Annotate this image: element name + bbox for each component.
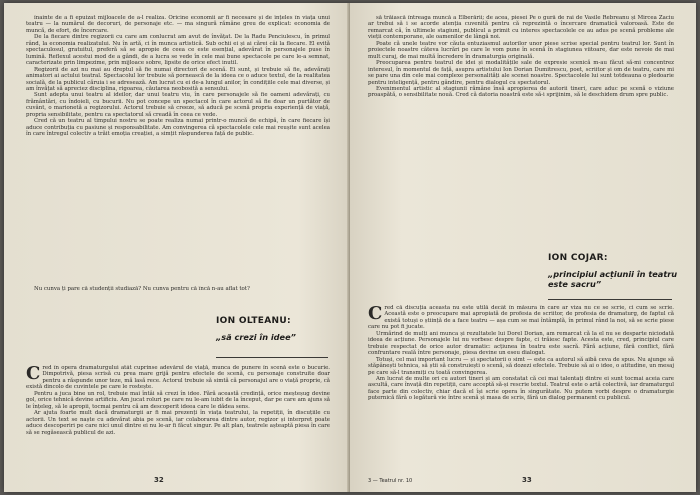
drop-cap: C [26,365,41,384]
paragraph: Ar ajuta foarte mult dacă dramaturgii ar fi mai prezenți în viața teatrului, la repetiții, în discuțiile cu actorii. Un text se naște cu adevărat abia pe scenă, iar colaborarea dintre autor, regizor și interpret poate aduce descoperiri pe care nici unul dintre ei nu le-ar fi făcut singur. Pe alt plan, teatrele așteaptă piesa în care să se regăsească publicul de azi. [26,410,330,436]
ion-olteanu-heading [216,316,334,342]
paragraph: înainte de a fi epuizat mijloacele de a-l realiza. Oricine economii ar fi necesare și de înțeles în viața unui teatru — la numărul de decoruri, de personaje etc. — ma singură rămâne greu de explicat: economia de muncă, de efort, de încercare. [26,15,330,34]
ion-cojar-heading [548,253,678,289]
question-text: Nu cunva ți pare că studenții studiază? Nu cunva pentru că încă n-au aflat tot? [34,286,250,292]
paragraph: Evenimentul artistic al stagiunii rămâne însă apropierea de autorii tineri, care aduc pe scenă o viziune proaspătă, o sensibilitate nouă. Cred că datoria noastră este să-i sprijinim, să le deschidem drum spre public. [368,85,674,99]
magazine-spread [4,3,696,492]
paragraph: Am lucrat de multe ori cu autori tineri și am constatat că cei mai talentați dintre ei sunt tocmai aceia care ascultă, care învață din repetiții, care acceptă să-și rescrie textul. Teatrul este o artă colectivă, iar dramaturgul face parte din colectiv, chiar dacă el își scrie opera în singurătate. Nu putem vorbi despre o dramaturgie puternică fără o legătură vie între scenă și masa de scris, fără un dialog permanent cu publicul. [368,375,674,402]
author-name: ION OLTEANU: [216,316,291,326]
author-quote: „să crezi în idee” [216,332,296,342]
page-number-left: 32 [154,476,164,484]
paragraph: Poate că unele teatre vor căuta entuziasmul autorilor unor piese scrise special pentru teatrul lor. Sunt în proiectele noastre câteva lucrări pe care le vom pune în scenă în stagiunea viitoare, dar este nevoie de mai mult curaj, de mai multă încredere în dramaturgia originală. [368,40,674,60]
author-name: ION COJAR: [548,253,608,263]
paragraph: Sunt adepta unui teatru al ideilor, dar unui teatru viu, în care personajele să fie oameni adevărați, cu frământări, cu îndoieli, cu bucurii. Nu pot concepe un spectacol în care actorul să fie doar un purtător de cuvânt, o marionetă a regizorului. Actorul trebuie să creeze, să aducă pe scenă propria experiență de viață, propria sensibilitate, pentru ca spectatorul să creadă în ceea ce vede. [26,92,330,118]
right-column-bottom [368,305,674,467]
paragraph: Pentru a juca bine un rol, trebuie mai întâi să crezi în idee. Fără această credință, orice meșteșug devine gol, orice tehnică devine artificiu. Am jucat roluri pe care nu le-am iubit de la început, dar pe care am ajuns să le înțeleg, să le apropii, tocmai pentru că am descoperit ideea care le dădea sens. [26,390,330,410]
paragraph: De la fiecare dintre regizorii cu care am conlucrat am avut de învățat. De la Radu Penciulescu, în primul rând, la economia realizatului. Nu în artă, ci în munca artistică. Sub ochii ei și ai cărei căi la flecare. El evită spectaculosul, gratuitul, preferă să se apropie de ceea ce este esențial, adevărat în personajele puse în lumină. Reflexul acestui mod de a gândi, de a lucra se vede în cele mai bune spectacole pe care le-a semnat, caracterizate prin limpezime, prin mijloace sobre, lipsite de orice efect inutil. [26,34,330,67]
page-footer: 3 — Teatrul nr. 10 [368,478,413,484]
page-number-right: 33 [522,476,532,484]
left-column-top [26,15,330,283]
paragraph: Cred că discuția aceasta nu este utilă decât în măsura în care ar viza nu ce se scrie, ci cum se scrie. Această este o preocupare mai apropiată de profesia de scriitor, de profesia de dramaturg, de faptul că există totuși o știință de a face teatru — așa cum se mai întâmplă, în primul rând la noi, să se scrie piese care nu pot fi jucate. [368,305,674,331]
paragraph: Totuși, cel mai important lucru — și spectatorii o simt — este ca autorul să aibă ceva de spus. Nu ajunge să stăpânești tehnica, să știi să construiești o scenă, să dozezi efectele. Trebuie să ai o idee, o atitudine, un mesaj pe care să-l transmiți cu toată convingerea. [368,356,674,376]
paragraph: Cred în opera dramaturgului atât cuprinse adevărul de viață, munca de punere în scenă este o bucurie. Dimpotrivă, piesa scrisă cu prea mare grijă pentru efectele de scenă, cu personaje construite doar pentru a răspunde unor teze, mă lasă rece. Actorul trebuie să simtă că personajul are o viață proprie, că există dincolo de cuvintele pe care le rostește. [26,365,330,391]
interview-question [26,286,330,300]
paragraph: Preocuparea pentru teatrul de idei și modalitățile sale de expresie scenică m-au făcut să-mi concentrez interesul, în momentul de față, asupra artistului Ion Dorian Dumitrescu, poet, scriitor și om de teatru, care mi se pare una din cele mai complexe personalități ale scenei noastre. Spectacolele lui sunt totdeauna o pledoarie pentru inteligență, pentru gândire, pentru dialogul cu spectatorul. [368,60,674,86]
paragraph: Urmărind de mulți ani munca și rezultatele lui Dorel Dorian, am remarcat că la el nu se desparte niciodată ideea de acțiune. Personajele lui nu vorbesc despre fapte, ci trăiesc fapte. Acesta este, cred, principiul care trebuie respectat de orice autor dramatic: acțiunea în teatru este sacră. Fără acțiune, fără conflict, fără confruntare reală între personaje, piesa devine un eseu dialogat. [368,330,674,357]
left-column-bottom [26,365,330,467]
author-quote: „principiul acțiunii în teatru este sacru” [548,269,678,289]
paragraph: Cred că un teatru al timpului nostru se poate realiza numai printr-o muncă de echipă, în care fiecare își aduce contribuția cu pasiune și responsabilitate. Am convingerea că spectacolele cele mai reușite sunt acelea în care întregul colectiv a trăit emoția creației, a simțit răspunderea față de public. [26,118,330,138]
right-page [350,3,696,492]
heading-rule [548,299,672,300]
left-page [4,3,350,492]
paragraph: Regizorii de azi nu mai au dreptul să fie numai directori de scenă. Ei sunt, și trebuie să fie, adevărați animatori ai actului teatral. Spectacolul lor trebuie să pornească de la ideea ce o aduce textul, de la realitatea socială, de la publicul căruia i se adresează. Am lucrat cu ei de-a lungul anilor, în condițiile cele mai diverse, și am învățat să apreciez disciplina, rigoarea, căutarea neobosită a sensului. [26,66,330,92]
paragraph: să trăiască întreaga muncă a Elberării; de acea, piesei Pe o gură de rai de Vasile Rebreanu și Mircea Zaciu ar trebui să i se acorde atenția cuvenită pentru că reprezintă o încercare dramatică valoroasă. Este de remarcat că, în ultimele stagiuni, publicul a primit cu interes spectacolele ce au adus pe scenă probleme ale vieții contemporane, ale oamenilor de lângă noi. [368,15,674,41]
right-column-top [368,15,674,247]
heading-rule [216,357,328,358]
drop-cap: C [368,305,383,324]
